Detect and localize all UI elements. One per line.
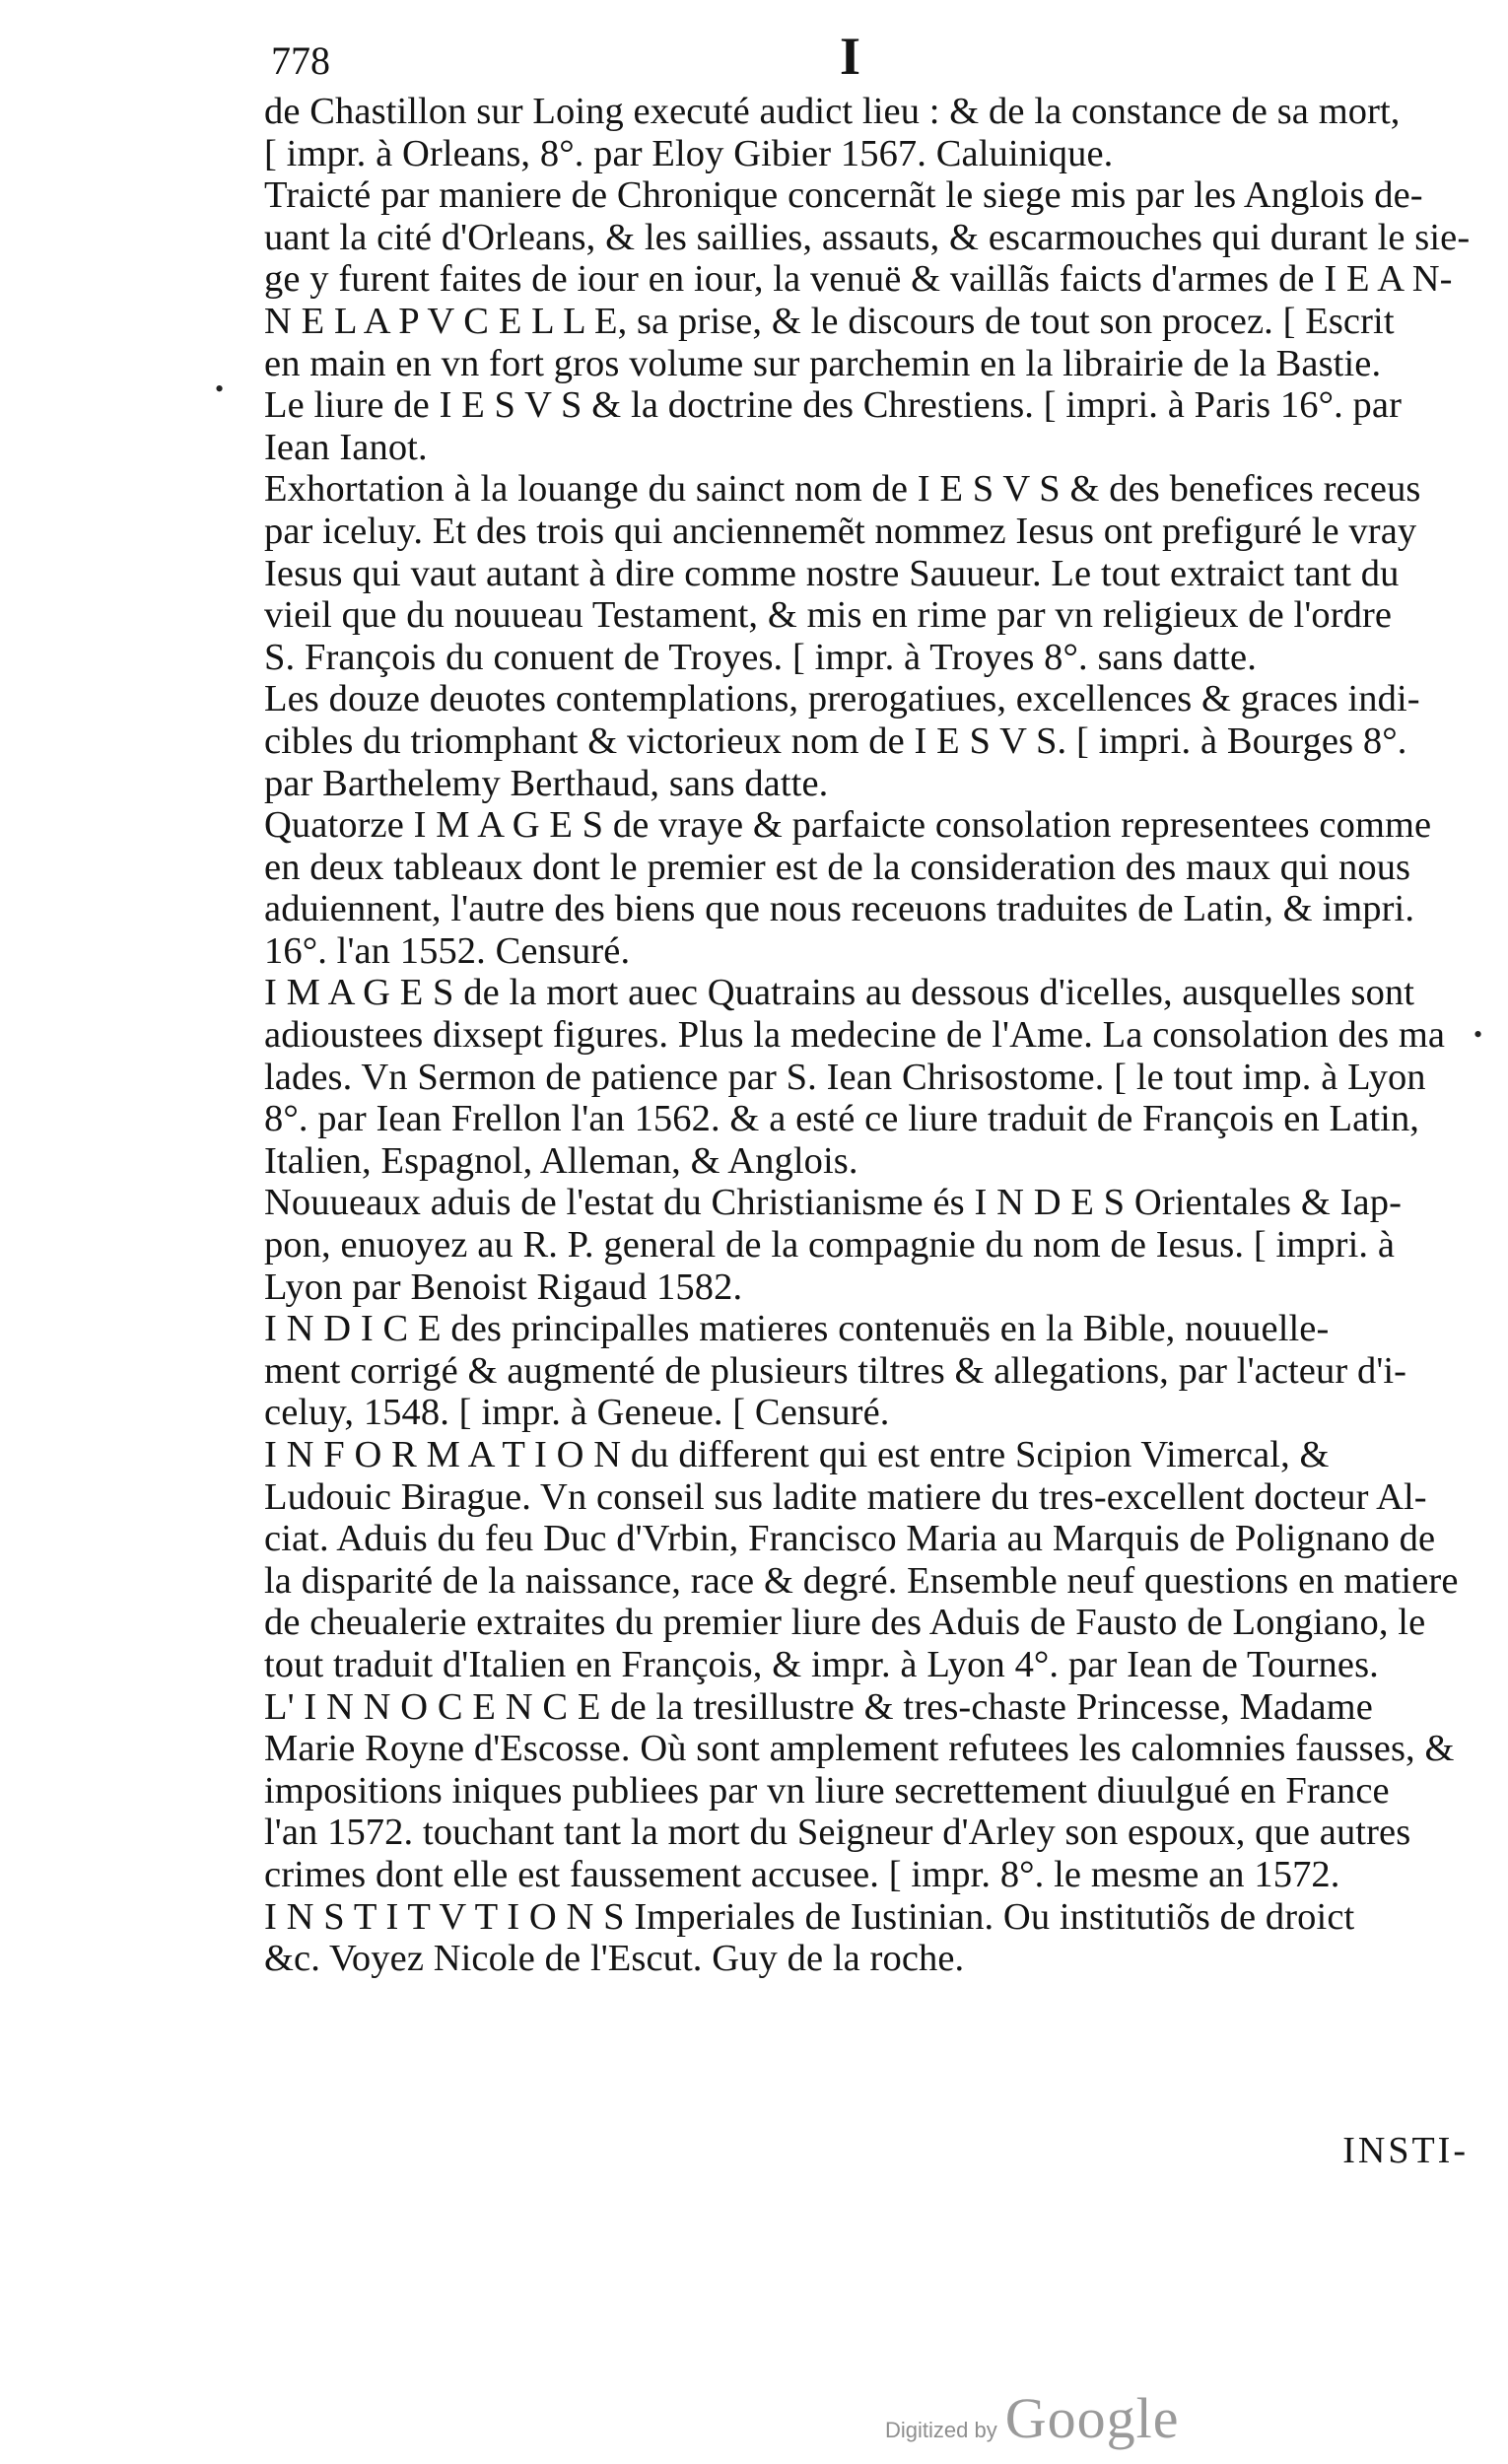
page-number: 778 xyxy=(271,38,330,83)
text-line: &c. Voyez Nicole de l'Escut. Guy de la roche. xyxy=(264,1938,965,1980)
text-line: celuy, 1548. [ impr. à Geneue. [ Censuré. xyxy=(264,1392,890,1434)
text-line: tout traduit d'Italien en François, & impr. à Lyon 4°. par Iean de Tournes. xyxy=(264,1643,1379,1685)
text-line: I N S T I T V T I O N S Imperiales de Iustinian. Ou institutiõs de droict xyxy=(264,1895,1355,1938)
text-line: lades. Vn Sermon de patience par S. Iean Chrisostome. [ le tout imp. à Lyon xyxy=(264,1056,1426,1098)
text-line: ciat. Aduis du feu Duc d'Vrbin, Francisco Maria au Marquis de Polignano de xyxy=(264,1518,1436,1560)
text-line: Quatorze I M A G E S de vraye & parfaicte consolation representees comme xyxy=(264,804,1432,847)
digitized-watermark xyxy=(885,2385,1179,2451)
text-line: Iesus qui vaut autant à dire comme nostre Sauueur. Le tout extraict tant du xyxy=(264,552,1400,594)
text-line: Exhortation à la louange du sainct nom de I E S V S & des benefices receus xyxy=(264,468,1421,511)
watermark-prefix: Digitized by xyxy=(885,2418,997,2442)
text-line: L' I N N O C E N C E de la tresillustre & tres-chaste Princesse, Madame xyxy=(264,1685,1373,1728)
text-line: N E L A P V C E L L E, sa prise, & le discours de tout son procez. [ Escrit xyxy=(264,300,1395,342)
text-line: Lyon par Benoist Rigaud 1582. xyxy=(264,1266,743,1308)
text-line: crimes dont elle est faussement accusee. [ impr. 8°. le mesme an 1572. xyxy=(264,1853,1340,1895)
text-line: Le liure de I E S V S & la doctrine des Chrestiens. [ impri. à Paris 16°. par xyxy=(264,384,1402,427)
text-line: vieil que du nouueau Testament, & mis en rime par vn religieux de l'ordre xyxy=(264,594,1393,637)
text-line: par Barthelemy Berthaud, sans datte. xyxy=(264,762,829,804)
text-line: Italien, Espagnol, Alleman, & Anglois. xyxy=(264,1139,858,1182)
text-line: ment corrigé & augmenté de plusieurs tiltres & allegations, par l'acteur d'i- xyxy=(264,1349,1407,1392)
text-line: [ impr. à Orleans, 8°. par Eloy Gibier 1567. Caluinique. xyxy=(264,132,1114,174)
text-line: aduiennent, l'autre des biens que nous receuons traduites de Latin, & impri. xyxy=(264,888,1415,930)
text-line: uant la cité d'Orleans, & les saillies, assauts, & escarmouches qui durant le sie- xyxy=(264,216,1471,258)
text-line: en main en vn fort gros volume sur parchemin en la librairie de la Bastie. xyxy=(264,342,1382,384)
text-line: cibles du triomphant & victorieux nom de I E S V S. [ impri. à Bourges 8°. xyxy=(264,719,1407,762)
text-line: l'an 1572. touchant tant la mort du Seigneur d'Arley son espoux, que autres xyxy=(264,1812,1411,1854)
section-letter: I xyxy=(840,27,861,86)
text-line: I N D I C E des principalles matieres contenuës en la Bible, nouuelle- xyxy=(264,1308,1330,1350)
text-line: Traicté par maniere de Chronique concernãt le siege mis par les Anglois de- xyxy=(264,174,1423,217)
text-line: adioustees dixsept figures. Plus la medecine de l'Ame. La consolation des ma xyxy=(264,1014,1446,1057)
text-line: S. François du conuent de Troyes. [ impr. à Troyes 8°. sans datte. xyxy=(264,636,1257,678)
text-line: par iceluy. Et des trois qui anciennemẽt nommez Iesus ont prefiguré le vray xyxy=(264,510,1417,552)
margin-mark: • xyxy=(1474,1020,1483,1049)
text-line: Iean Ianot. xyxy=(264,426,428,468)
text-line: I M A G E S de la mort auec Quatrains au dessous d'icelles, ausquelles sont xyxy=(264,972,1415,1014)
text-line: Les douze deuotes contemplations, prerogatiues, excellences & graces indi- xyxy=(264,678,1420,720)
text-line: ge y furent faites de iour en iour, la venuë & vaillãs faicts d'armes de I E A N- xyxy=(264,258,1453,301)
text-line: I N F O R M A T I O N du different qui est entre Scipion Vimercal, & xyxy=(264,1434,1330,1475)
catchword: INSTI- xyxy=(1342,2130,1469,2171)
page-body xyxy=(264,91,1471,1980)
margin-mark: • xyxy=(215,375,225,403)
text-line: impositions iniques publiees par vn liure secrettement diuulgué en France xyxy=(264,1769,1390,1812)
text-line: de Chastillon sur Loing executé audict lieu : & de la constance de sa mort, xyxy=(264,91,1401,132)
text-line: de cheualerie extraites du premier liure des Aduis de Fausto de Longiano, le xyxy=(264,1602,1426,1644)
text-line: Nouueaux aduis de l'estat du Christianisme és I N D E S Orientales & Iap- xyxy=(264,1182,1403,1224)
text-line: la disparité de la naissance, race & degré. Ensemble neuf questions en matiere xyxy=(264,1559,1459,1602)
google-logo: Google xyxy=(1004,2386,1180,2450)
text-line: 8°. par Iean Frellon l'an 1562. & a esté ce liure traduit de François en Latin, xyxy=(264,1098,1420,1140)
text-line: Ludouic Birague. Vn conseil sus ladite matiere du tres-excellent docteur Al- xyxy=(264,1475,1427,1518)
text-line: pon, enuoyez au R. P. general de la compagnie du nom de Iesus. [ impri. à xyxy=(264,1224,1396,1266)
text-line: Marie Royne d'Escosse. Où sont amplement refutees les calomnies fausses, & xyxy=(264,1728,1455,1770)
text-line: en deux tableaux dont le premier est de la consideration des maux qui nous xyxy=(264,846,1411,888)
text-line: 16°. l'an 1552. Censuré. xyxy=(264,929,631,972)
